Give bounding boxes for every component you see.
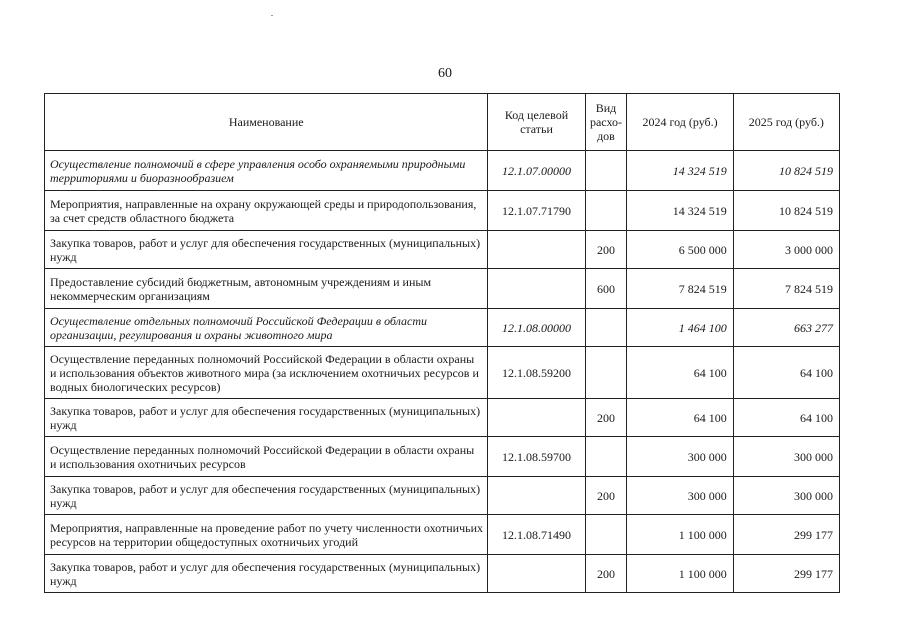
cell-type (585, 515, 627, 555)
budget-table (44, 93, 840, 593)
cell-type (585, 347, 627, 399)
cell-code: 12.1.08.59700 (488, 437, 585, 477)
cell-2024: 14 324 519 (627, 191, 733, 231)
cell-type (585, 151, 627, 191)
cell-type (585, 309, 627, 347)
cell-2025: 10 824 519 (733, 191, 839, 231)
cell-type: 200 (585, 477, 627, 515)
cell-2024: 6 500 000 (627, 231, 733, 269)
cell-2024: 1 464 100 (627, 309, 733, 347)
table-row (45, 399, 840, 437)
header-name: Наименование (45, 94, 488, 151)
cell-2025: 64 100 (733, 399, 839, 437)
cell-code (488, 555, 585, 593)
cell-type (585, 191, 627, 231)
cell-2024: 64 100 (627, 347, 733, 399)
cell-2025: 299 177 (733, 515, 839, 555)
cell-name: Мероприятия, направленные на проведение работ по учету численности охотничьих ресурсов на территории общедоступных охотничьих угодий (45, 515, 488, 555)
table-body (45, 151, 840, 593)
header-code: Код целевой статьи (488, 94, 585, 151)
table-row (45, 191, 840, 231)
cell-2025: 7 824 519 (733, 269, 839, 309)
table-row (45, 555, 840, 593)
cell-2025: 10 824 519 (733, 151, 839, 191)
cell-type: 600 (585, 269, 627, 309)
table-header-row (45, 94, 840, 151)
page-number: 60 (438, 66, 452, 81)
cell-name: Предоставление субсидий бюджетным, автономным учреждениям и иным некоммерческим организациям (45, 269, 488, 309)
cell-name: Осуществление отдельных полномочий Российской Федерации в области организации, регулирования и охраны животного мира (45, 309, 488, 347)
cell-code (488, 269, 585, 309)
cell-type (585, 437, 627, 477)
cell-2025: 300 000 (733, 477, 839, 515)
cell-name: Осуществление полномочий в сфере управления особо охраняемыми природными территориями и биоразнообразием (45, 151, 488, 191)
cell-2025: 3 000 000 (733, 231, 839, 269)
table-row (45, 347, 840, 399)
header-2025: 2025 год (руб.) (733, 94, 839, 151)
cell-name: Закупка товаров, работ и услуг для обеспечения государственных (муниципальных) нужд (45, 477, 488, 515)
table-row (45, 309, 840, 347)
cell-type: 200 (585, 399, 627, 437)
cell-code (488, 399, 585, 437)
cell-2025: 64 100 (733, 347, 839, 399)
cell-2024: 64 100 (627, 399, 733, 437)
cell-2024: 300 000 (627, 477, 733, 515)
cell-type: 200 (585, 231, 627, 269)
cell-2025: 299 177 (733, 555, 839, 593)
table-row (45, 477, 840, 515)
cell-2025: 663 277 (733, 309, 839, 347)
cell-name: Закупка товаров, работ и услуг для обеспечения государственных (муниципальных) нужд (45, 231, 488, 269)
cell-code: 12.1.07.71790 (488, 191, 585, 231)
table-row (45, 437, 840, 477)
cell-2024: 14 324 519 (627, 151, 733, 191)
cell-code: 12.1.08.71490 (488, 515, 585, 555)
cell-code: 12.1.08.59200 (488, 347, 585, 399)
cell-code (488, 477, 585, 515)
cell-code: 12.1.07.00000 (488, 151, 585, 191)
cell-name: Осуществление переданных полномочий Российской Федерации в области охраны и использования охотничьих ресурсов (45, 437, 488, 477)
header-2024: 2024 год (руб.) (627, 94, 733, 151)
cell-2024: 1 100 000 (627, 515, 733, 555)
cell-2025: 300 000 (733, 437, 839, 477)
table-row (45, 269, 840, 309)
table-row (45, 151, 840, 191)
table-row (45, 515, 840, 555)
cell-type: 200 (585, 555, 627, 593)
cell-2024: 300 000 (627, 437, 733, 477)
cell-name: Мероприятия, направленные на охрану окружающей среды и природопользования, за счет средств областного бюджета (45, 191, 488, 231)
cell-code (488, 231, 585, 269)
cell-name: Закупка товаров, работ и услуг для обеспечения государственных (муниципальных) нужд (45, 399, 488, 437)
cell-name: Закупка товаров, работ и услуг для обеспечения государственных (муниципальных) нужд (45, 555, 488, 593)
scan-speck (271, 15, 273, 16)
table-row (45, 231, 840, 269)
cell-2024: 1 100 000 (627, 555, 733, 593)
header-type: Вид расхо-дов (585, 94, 627, 151)
cell-name: Осуществление переданных полномочий Российской Федерации в области охраны и использования объектов животного мира (за исключением охотничьих ресурсов и водных биологических ресурсов) (45, 347, 488, 399)
cell-code: 12.1.08.00000 (488, 309, 585, 347)
cell-2024: 7 824 519 (627, 269, 733, 309)
